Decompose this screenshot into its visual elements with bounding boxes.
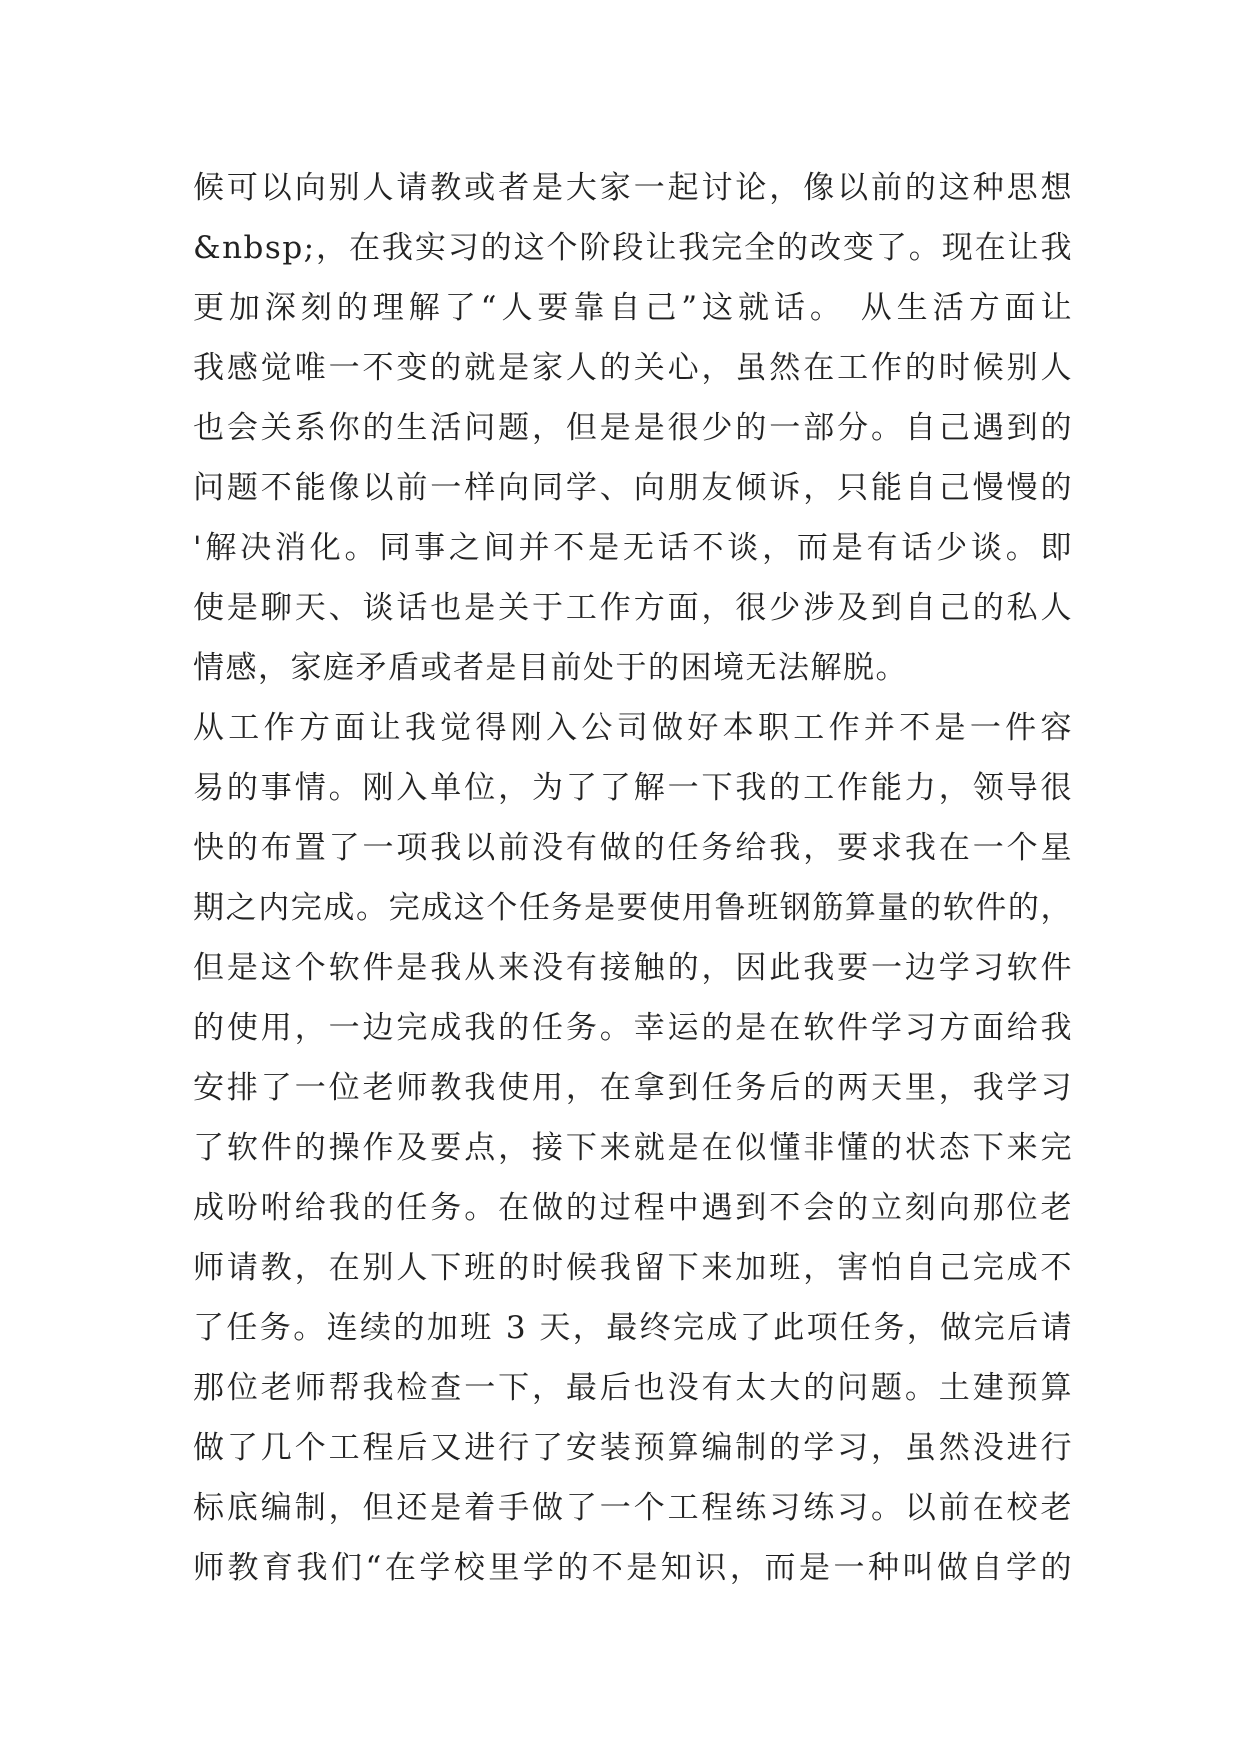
text-line: 更加深刻的理解了“人要靠自己”这就话。 从生活方面让 bbox=[193, 290, 1073, 326]
text-line: 的使用，一边完成我的任务。幸运的是在软件学习方面给我 bbox=[193, 1010, 1073, 1046]
text-line: 那位老师帮我检查一下，最后也没有太大的问题。土建预算 bbox=[193, 1370, 1073, 1406]
text-line: 情感，家庭矛盾或者是目前处于的困境无法解脱。 bbox=[193, 650, 908, 686]
text-line: 师教育我们“在学校里学的不是知识，而是一种叫做自学的 bbox=[193, 1550, 1073, 1586]
text-line: 标底编制，但还是着手做了一个工程练习练习。以前在校老 bbox=[193, 1490, 1073, 1526]
text-line: 师请教，在别人下班的时候我留下来加班，害怕自己完成不 bbox=[193, 1250, 1073, 1286]
text-line: 了软件的操作及要点，接下来就是在似懂非懂的状态下来完 bbox=[193, 1130, 1073, 1166]
text-line: 快的布置了一项我以前没有做的任务给我，要求我在一个星 bbox=[193, 830, 1073, 866]
text-line: &nbsp;，在我实习的这个阶段让我完全的改变了。现在让我 bbox=[193, 230, 1073, 266]
text-line: 安排了一位老师教我使用，在拿到任务后的两天里，我学习 bbox=[193, 1070, 1073, 1106]
text-line: 从工作方面让我觉得刚入公司做好本职工作并不是一件容 bbox=[193, 710, 1073, 746]
text-line: 也会关系你的生活问题，但是是很少的一部分。自己遇到的 bbox=[193, 410, 1073, 446]
text-line: 候可以向别人请教或者是大家一起讨论，像以前的这种思想 bbox=[193, 170, 1073, 206]
text-line: 但是这个软件是我从来没有接触的，因此我要一边学习软件 bbox=[193, 950, 1073, 986]
text-line: 问题不能像以前一样向同学、向朋友倾诉，只能自己慢慢的 bbox=[193, 470, 1073, 506]
body-text bbox=[193, 158, 1073, 1598]
text-line: 成吩咐给我的任务。在做的过程中遇到不会的立刻向那位老 bbox=[193, 1190, 1073, 1226]
text-line: 期之内完成。完成这个任务是要使用鲁班钢筋算量的软件的， bbox=[193, 890, 1073, 926]
text-line: 做了几个工程后又进行了安装预算编制的学习，虽然没进行 bbox=[193, 1430, 1073, 1466]
text-line: 使是聊天、谈话也是关于工作方面，很少涉及到自己的私人 bbox=[193, 590, 1073, 626]
text-line: 我感觉唯一不变的就是家人的关心，虽然在工作的时候别人 bbox=[193, 350, 1073, 386]
text-line: '解决消化。同事之间并不是无话不谈，而是有话少谈。即 bbox=[193, 530, 1073, 566]
text-line: 易的事情。刚入单位，为了了解一下我的工作能力，领导很 bbox=[193, 770, 1073, 806]
text-line: 了任务。连续的加班 3 天，最终完成了此项任务，做完后请 bbox=[193, 1310, 1073, 1346]
